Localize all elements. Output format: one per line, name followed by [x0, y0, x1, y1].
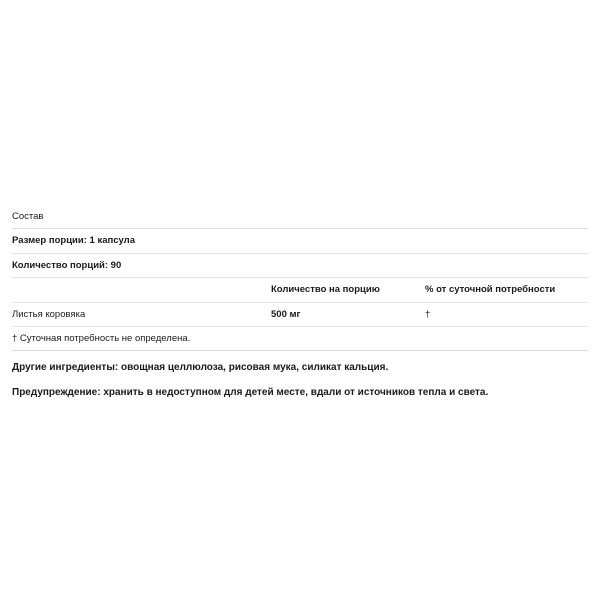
servings-spacer-amount [271, 253, 425, 277]
serving-size-spacer-dv [425, 229, 588, 253]
servings-spacer-dv [425, 253, 588, 277]
facts-title-spacer-dv [425, 205, 588, 229]
servings-per-container-label: Количество порций: 90 [12, 253, 271, 277]
column-header-amount-per-serving: Количество на порцию [271, 278, 425, 302]
table-row-servings-per-container [12, 253, 588, 277]
column-header-daily-value: % от суточной потребности [425, 278, 588, 302]
table-header-row [12, 278, 588, 302]
ingredient-amount: 500 мг [271, 302, 425, 326]
table-row [12, 302, 588, 326]
warning-text: Предупреждение: хранить в недоступном для детей месте, вдали от источников тепла и света. [12, 387, 489, 399]
supplement-facts-table [12, 205, 588, 327]
table-row-serving-size [12, 229, 588, 253]
facts-title: Состав [12, 205, 271, 229]
serving-size-label: Размер порции: 1 капсула [12, 229, 271, 253]
daily-value-footnote: † Суточная потребность не определена. [12, 327, 588, 351]
ingredient-daily-value: † [425, 302, 588, 326]
serving-size-spacer-amount [271, 229, 425, 253]
table-row-title [12, 205, 588, 229]
facts-title-spacer-amount [271, 205, 425, 229]
column-header-ingredient [12, 278, 271, 302]
supplement-facts-panel [12, 205, 588, 400]
other-ingredients-text: Другие ингредиенты: овощная целлюлоза, рисовая мука, силикат кальция. [12, 361, 389, 373]
ingredient-name: Листья коровяка [12, 302, 271, 326]
